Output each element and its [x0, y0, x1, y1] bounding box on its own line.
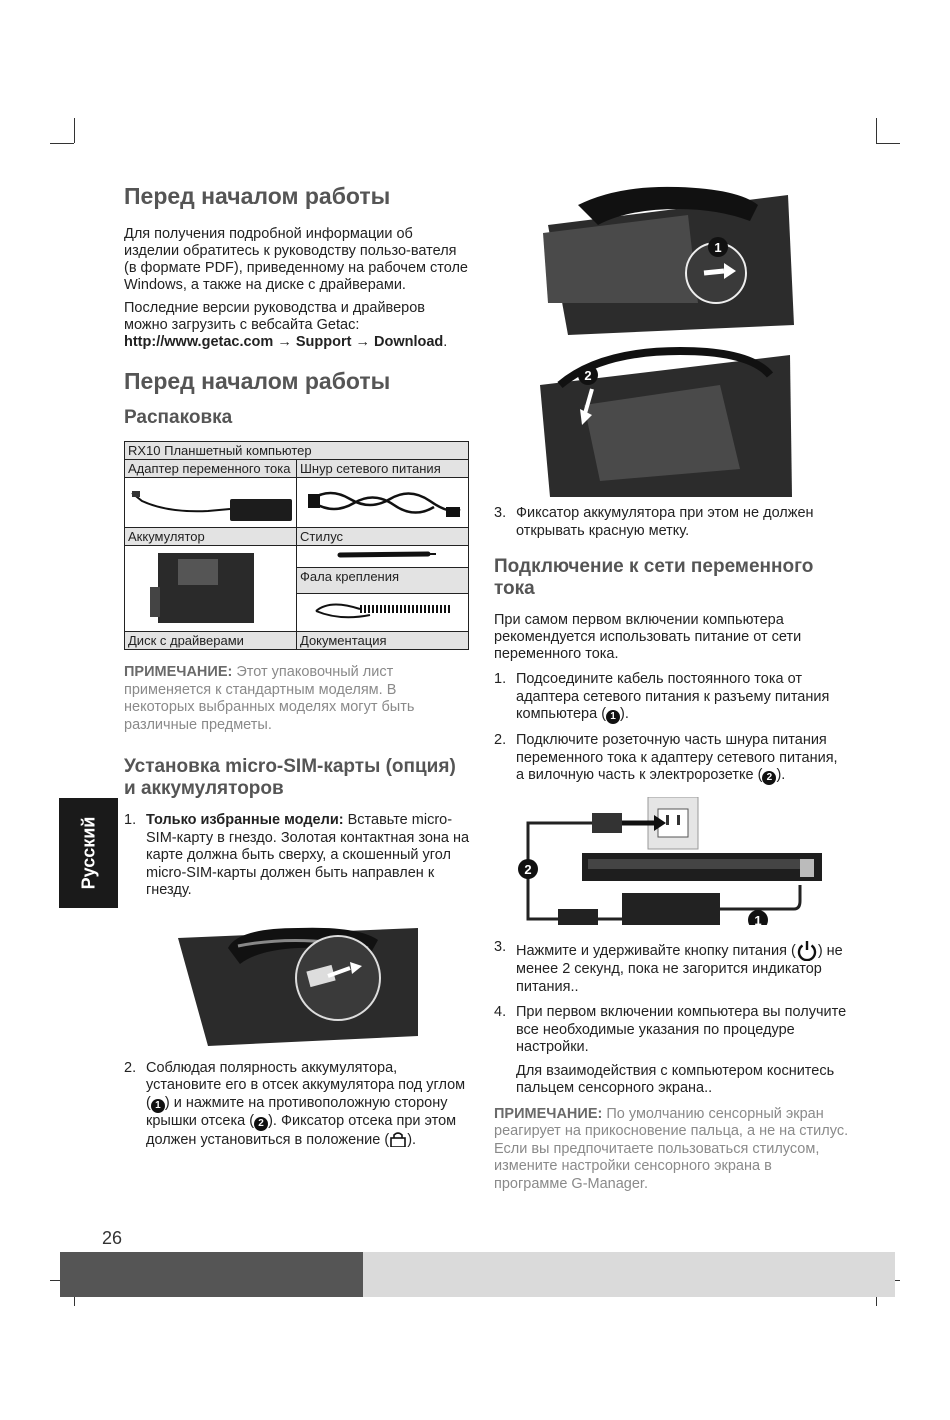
intro-paragraph: Для получения подробной информации об изделии обратитесь к руководству пользо-вателя (в формате PDF), приведенному на рабочем столе Windows, а также на диске с драйверами. [124, 226, 468, 293]
list-text: Вставьте micro-SIM-карту в гнездо. Золотая контактная зона на карте должна быть сверху, а скошенный угол micro-SIM-карты должен быть направлен к гнезду. [146, 812, 470, 898]
download-link[interactable]: http://www.getac.com → Support → Download [124, 334, 444, 350]
list-item [124, 1060, 470, 1150]
table-cell: Документация [297, 632, 469, 650]
download-link-end: . [443, 334, 448, 350]
battery-insert-image [538, 185, 794, 335]
marker-two-label: 2 [524, 862, 532, 877]
table-cell: Диск с драйверами [125, 632, 297, 650]
marker-two-label: 2 [584, 368, 592, 383]
list-text: Подключите розеточную часть шнура питания переменного тока к адаптеру сетевого питания, а вилочную часть к электророзетке ( [516, 732, 838, 783]
download-text: Последние версии руководства и драйверов можно загрузить с вебсайта Getac: [124, 300, 425, 333]
tether-image-cell [297, 594, 469, 632]
language-tab-label: Русский [78, 816, 98, 890]
packing-note [124, 664, 470, 734]
stylus-image [300, 547, 465, 563]
note-label: ПРИМЕЧАНИЕ: [124, 664, 233, 680]
list-text: ). [620, 706, 629, 722]
ac-intro: При самом первом включении компьютера рекомендуется использовать питание от сети переменного тока. [494, 612, 802, 662]
cord-image-cell [297, 478, 469, 528]
download-paragraph [124, 300, 470, 351]
list-item [494, 939, 849, 996]
list-number: 1. [494, 671, 507, 687]
table-cell: RX10 Планшетный компьютер [125, 442, 469, 460]
crop-mark [74, 118, 75, 143]
stylus-note [494, 1106, 849, 1194]
list-text: ). [776, 767, 786, 783]
battery-image [128, 547, 293, 627]
list-item [124, 812, 470, 900]
sim-install-image [178, 918, 418, 1046]
page-number: 26 [102, 1228, 123, 1248]
section-title-before-start: Перед началом работы [124, 183, 391, 209]
table-cell: Шнур сетевого питания [297, 460, 469, 478]
adapter-image-cell [125, 478, 297, 528]
power-cord-image [300, 479, 465, 523]
list-text: Соблюдая полярность аккумулятора, установите его в отсек аккумулятора под углом ( [146, 1059, 466, 1111]
power-on-list [494, 939, 849, 1098]
list-number: 3. [494, 939, 507, 955]
tether-image [300, 595, 465, 627]
footer-bar-dark [60, 1252, 363, 1297]
list-text-extra: Для взаимодействия с компьютером коснитесь пальцем сенсорного экрана.. [516, 1062, 835, 1096]
table-cell: Стилус [297, 528, 469, 546]
list-number: 4. [494, 1004, 507, 1020]
sim-battery-title: Установка micro-SIM-карты (опция) и аккумуляторов [124, 756, 456, 799]
list-item [494, 505, 849, 540]
list-text: ) не менее 2 секунд, пока не загорится индикатор питания.. [516, 943, 843, 995]
marker-two-icon: 2 [762, 771, 776, 785]
note-label: ПРИМЕЧАНИЕ: [494, 1105, 603, 1122]
packing-list-table [124, 441, 469, 650]
crop-mark [50, 143, 74, 144]
language-tab [59, 798, 118, 908]
list-number: 2. [494, 732, 507, 748]
section-title-before-start-2: Перед началом работы [124, 368, 391, 394]
unpacking-title: Распаковка [124, 407, 233, 428]
stylus-image-cell [297, 546, 469, 568]
crop-mark [876, 143, 900, 144]
power-icon [796, 939, 818, 961]
list-text: При первом включении компьютера вы получите все необходимые указания по процедуре настройки. [516, 1004, 847, 1055]
list-number: 1. [124, 812, 137, 828]
list-number: 3. [494, 505, 507, 521]
ac-adapter-image [128, 479, 293, 523]
ac-steps-list [494, 671, 849, 785]
battery-image-cell [125, 546, 297, 632]
sim-steps-list [124, 812, 470, 900]
selected-models-label: Только избранные модели: [146, 812, 344, 828]
note-text: По умолчанию сенсорный экран реагирует на прикосновение пальца, а не на стилус. Если вы предпочитаете пользоваться стилусом, измените настройки сенсорного экрана в программе G-Manager. [494, 1105, 849, 1192]
battery-steps-list [124, 1060, 470, 1150]
marker-two-icon: 2 [254, 1117, 268, 1131]
list-item [494, 1004, 849, 1098]
list-text: Подсоедините кабель постоянного тока от адаптера сетевого питания к разъему питания компьютера ( [516, 671, 830, 722]
marker-one-icon: 1 [151, 1099, 165, 1113]
crop-mark [876, 118, 877, 143]
table-cell: Аккумулятор [125, 528, 297, 546]
list-text: Фиксатор аккумулятора при этом не должен открывать красную метку. [516, 505, 814, 539]
footer-bar-light [363, 1252, 895, 1297]
list-text: ) и нажмите на противоположную сторону крышки отсека ( [146, 1094, 448, 1129]
lock-icon [389, 1131, 407, 1147]
power-connection-diagram [518, 797, 838, 925]
ac-power-title: Подключение к сети переменного тока [494, 556, 814, 599]
table-cell: Адаптер переменного тока [125, 460, 297, 478]
list-text: ). Фиксатор отсека при этом должен установиться в положение ( [146, 1112, 457, 1148]
battery-press-image [540, 345, 792, 497]
battery-latch-list [494, 505, 849, 540]
list-text: ). [407, 1131, 417, 1148]
list-number: 2. [124, 1059, 137, 1076]
right-column [494, 505, 849, 1193]
marker-one-icon: 1 [606, 710, 620, 724]
marker-one-label: 1 [754, 913, 762, 925]
marker-one-label: 1 [714, 240, 722, 255]
list-text: Нажмите и удерживайте кнопку питания ( [516, 943, 796, 959]
list-item [494, 671, 849, 724]
left-column [124, 182, 470, 1149]
list-item [494, 732, 849, 785]
note-text: Этот упаковочный лист применяется к стандартным моделям. В некоторых выбранных моделях могут быть различные предметы. [124, 664, 415, 733]
table-cell: Фала крепления [297, 568, 469, 594]
